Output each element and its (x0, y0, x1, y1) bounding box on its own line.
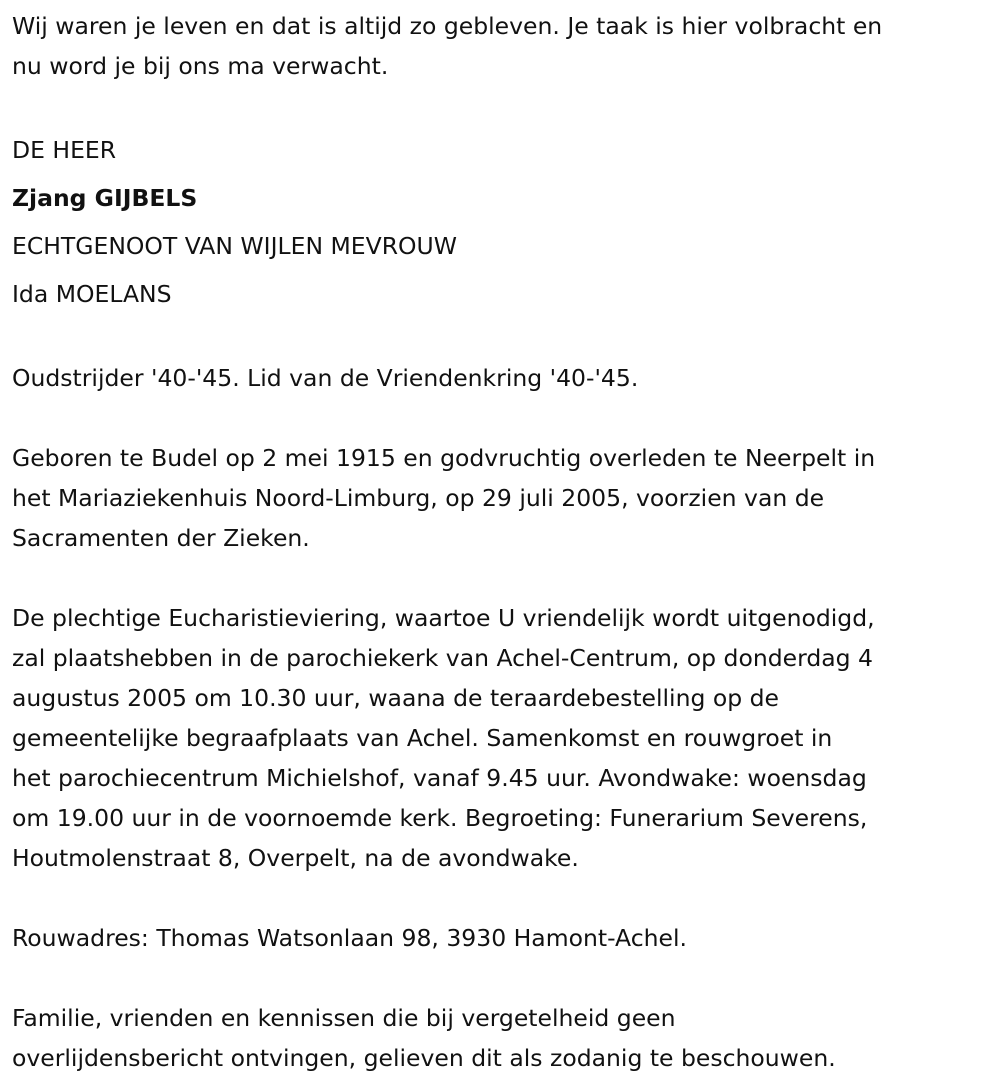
closing-paragraph: Familie, vrienden en kennissen die bij vergetelheid geen overlijdensbericht ontvingen, gelieven dit als zodanig te beschouwen. (12, 1004, 836, 1072)
deceased-block (12, 126, 996, 318)
relation-line: ECHTGENOOT VAN WIJLEN MEVROUW (12, 232, 457, 260)
deceased-name: Zjang GIJBELS (12, 184, 198, 212)
spouse-name: Ida MOELANS (12, 280, 172, 308)
intro-verse: Wij waren je leven en dat is altijd zo gebleven. Je taak is hier volbracht en nu word je bij ons ma verwacht. (12, 12, 883, 80)
mourning-address: Rouwadres: Thomas Watsonlaan 98, 3930 Hamont-Achel. (12, 924, 687, 952)
ceremony-paragraph: De plechtige Eucharistieviering, waartoe U vriendelijk wordt uitgenodigd, zal plaatshebben in de parochiekerk van Achel-Centrum, op donderdag 4 augustus 2005 om 10.30 uur, waana de teraardebestelling op de gemeentelijke begraafplaats van Achel. Samenkomst en rouwgroet in het parochiecentrum Michielshof, vanaf 9.45 uur. Avondwake: woensdag om 19.00 uur in de voornoemde kerk. Begroeting: Funerarium Severens, Houtmolenstraat 8, Overpelt, na de avondwake. (12, 604, 875, 872)
veteran-line: Oudstrijder '40-'45. Lid van de Vriendenkring '40-'45. (12, 364, 639, 392)
obituary-document (12, 6, 996, 1078)
birth-death-paragraph: Geboren te Budel op 2 mei 1915 en godvruchtig overleden te Neerpelt in het Mariaziekenhuis Noord-Limburg, op 29 juli 2005, voorzien van de Sacramenten der Zieken. (12, 444, 876, 552)
deceased-title: DE HEER (12, 136, 117, 164)
